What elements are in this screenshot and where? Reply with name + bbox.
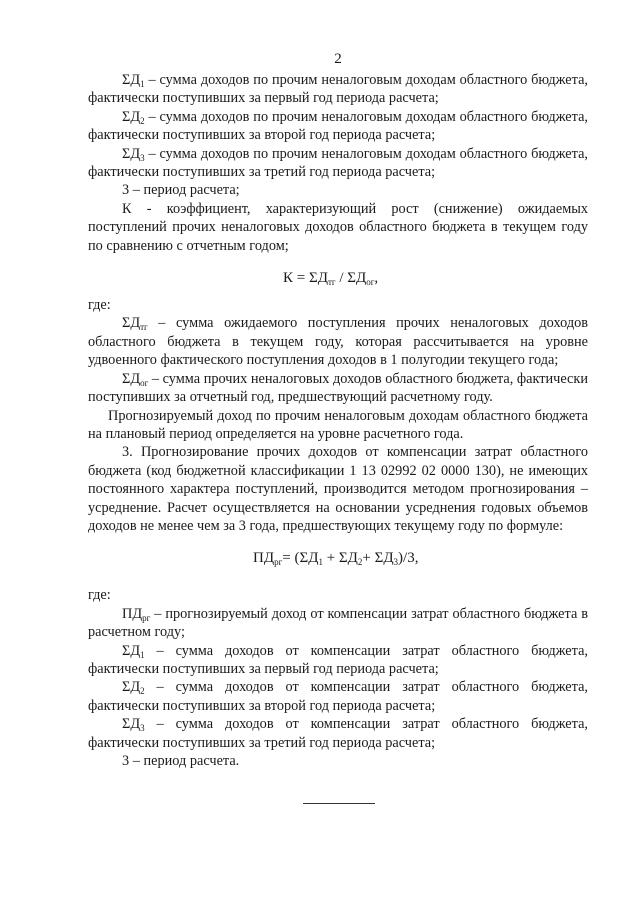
- symbol: ΣД: [122, 716, 141, 733]
- symbol: ΣД: [122, 679, 141, 696]
- formula-part: = (ΣД: [282, 550, 319, 567]
- symbol: ΣД: [122, 72, 141, 88]
- formula-part: + ΣД: [362, 550, 394, 567]
- formula-subscript: рг: [274, 557, 283, 568]
- definition-text: – сумма доходов от компенсации затрат областного бюджета, фактически поступивших за первый год периода расчета;: [88, 642, 588, 677]
- symbol-subscript: 3: [140, 152, 145, 163]
- formula-subscript: 3: [393, 557, 399, 568]
- coefficient-definition: К - коэффициент, характеризующий рост (снижение) ожидаемых поступлений прочих неналоговых доходов областного бюджета в текущем году по сравнению с отчетным годом;: [88, 200, 588, 254]
- symbol: ΣД: [122, 108, 141, 125]
- formula-part: + ΣД: [322, 550, 358, 567]
- formula-subscript: ог: [366, 277, 375, 288]
- definition-text: – сумма доходов по прочим неналоговым доходам областного бюджета, фактически поступивших за третий год периода расчета;: [88, 145, 588, 181]
- definition-text: – сумма доходов от компенсации затрат областного бюджета, фактически поступивших за третий год периода расчета;: [88, 716, 588, 751]
- formula-subscript: 2: [357, 557, 363, 568]
- formula-part: )/3,: [398, 550, 419, 567]
- formula-part: / ΣД: [335, 270, 367, 287]
- symbol-subscript: 2: [140, 115, 145, 126]
- period-note: 3 – период расчета;: [122, 182, 240, 199]
- symbol: ΣД: [122, 370, 141, 387]
- formula-part: ,: [374, 270, 379, 287]
- symbol-subscript: 1: [140, 649, 145, 660]
- formula-part: К = ΣД: [283, 270, 328, 287]
- symbol-subscript: 2: [140, 686, 145, 697]
- symbol: ΣД: [122, 315, 141, 332]
- definition-compensation-year-3: [88, 715, 588, 752]
- symbol: ΣД: [122, 145, 141, 162]
- definition-text: – сумма доходов по прочим неналоговым доходам областного бюджета, фактически поступивших за первый год периода расчета;: [88, 72, 588, 107]
- where-label: где:: [88, 297, 111, 314]
- definition-text: – сумма доходов по прочим неналоговым доходам областного бюджета, фактически поступивших за второй год периода расчета;: [88, 108, 588, 144]
- page-number: 2: [334, 51, 342, 67]
- definition-sum-reporting-year: [88, 370, 588, 407]
- formula-subscript: тг: [327, 277, 336, 288]
- formula-subscript: 1: [318, 557, 323, 568]
- period-note: 3 – период расчета.: [122, 753, 240, 769]
- definition-text: – сумма прочих неналоговых доходов областного бюджета, фактически поступивших за отчетный год, предшествующий расчетному году.: [88, 370, 588, 406]
- formula-part: ПД: [253, 550, 275, 567]
- definition-compensation-year-1: [88, 642, 588, 679]
- definition-sum-year-3: [88, 145, 588, 182]
- symbol-subscript: тг: [140, 322, 148, 333]
- symbol-subscript: 3: [140, 723, 145, 734]
- definition-sum-year-2: [88, 108, 588, 145]
- forecast-paragraph: Прогнозируемый доход по прочим неналоговым доходам областного бюджета на плановый период определяется на уровне расчетного года.: [88, 407, 588, 442]
- symbol: ΣД: [122, 642, 141, 659]
- formula-coefficient: [88, 268, 588, 288]
- symbol-subscript: ог: [140, 377, 149, 388]
- definition-sum-year-1: [88, 71, 588, 108]
- where-label: где:: [88, 587, 111, 604]
- symbol: ПД: [122, 605, 143, 622]
- definition-sum-current-year: [88, 314, 588, 369]
- definition-text: – сумма ожидаемого поступления прочих неналоговых доходов областного бюджета в текущем году, которая рассчитывается на уровне удвоенного фактического поступления доходов в 1 полугодии текущего года;: [88, 315, 588, 369]
- section-3-paragraph: 3. Прогнозирование прочих доходов от компенсации затрат областного бюджета (код бюджетной классификации 1 13 02992 02 0000 130), не имеющих постоянного характера поступлений, производится методом прогнозирования – усреднение. Расчет осуществляется на основании усреднения годовых объемов доходов не менее чем за 3 года, предшествующих текущему году по формуле:: [88, 444, 588, 534]
- definition-forecast-income: [88, 605, 588, 642]
- symbol-subscript: рг: [142, 612, 151, 623]
- formula-forecast: [88, 548, 588, 568]
- definition-text: – сумма доходов от компенсации затрат областного бюджета, фактически поступивших за второй год периода расчета;: [88, 679, 588, 714]
- symbol-subscript: 1: [140, 79, 145, 89]
- closing-rule: [303, 803, 375, 804]
- definition-compensation-year-2: [88, 678, 588, 715]
- definition-text: – прогнозируемый доход от компенсации затрат областного бюджета в расчетном году;: [88, 605, 588, 641]
